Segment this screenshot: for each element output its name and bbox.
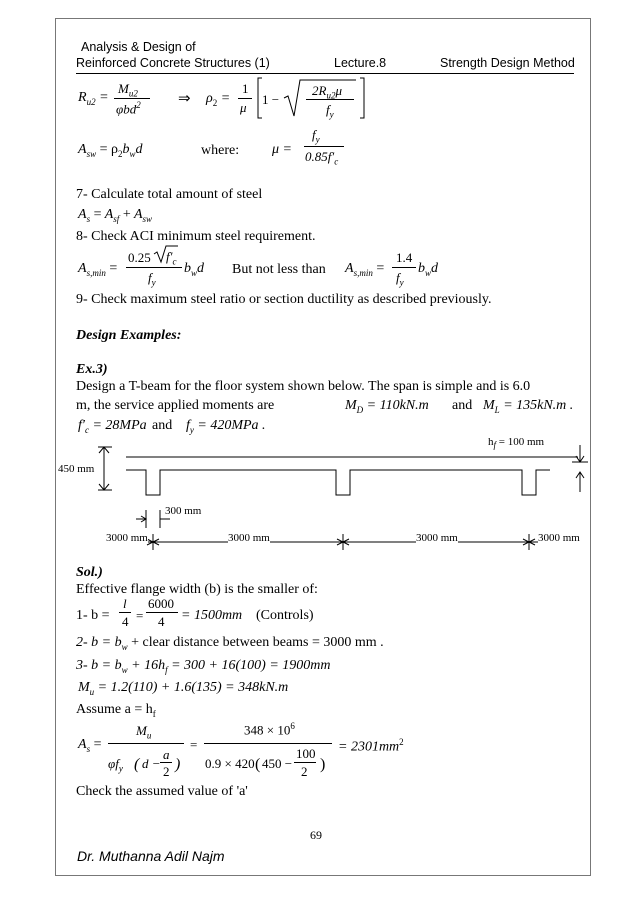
solution-eff-width: Effective flange width (b) is the smaller of: bbox=[76, 582, 318, 597]
step-9: 9- Check maximum steel ratio or section ductility as described previously. bbox=[76, 292, 492, 307]
example-ml: $M_L = 135kN.m$ . bbox=[483, 398, 574, 415]
example-line2: m, the service applied moments are bbox=[76, 398, 275, 413]
example-and1: and bbox=[452, 398, 473, 413]
solution-label: Sol.) bbox=[76, 565, 103, 580]
header-course-line1: Analysis & Design of bbox=[81, 40, 196, 54]
diagram-web-label: 300 mm bbox=[165, 505, 202, 517]
diagram-span-4: 3000 mm bbox=[538, 532, 580, 544]
criterion-2: 2- $b = b_w$ + clear distance between beams = 3000 mm . bbox=[76, 635, 384, 652]
example-and2: and bbox=[152, 418, 173, 433]
step-7-equation: $A_s = A_{sf} + A_{sw}$ bbox=[78, 207, 153, 224]
example-md: $M_D = 110kN.m$ bbox=[345, 398, 429, 415]
mu-equation: $M_u = 1.2(110) + 1.6(135) = 348kN.m$ bbox=[78, 680, 289, 697]
author-footer: Dr. Muthanna Adil Najm bbox=[77, 848, 225, 864]
example-fc: $f'_c = 28MPa$ bbox=[78, 418, 147, 435]
design-examples-heading: Design Examples: bbox=[76, 328, 182, 343]
example-fy: $f_y = 420MPa$ . bbox=[186, 418, 266, 435]
diagram-depth-label: 450 mm bbox=[58, 463, 95, 475]
assume-a: Assume $a = h_f$ bbox=[76, 702, 156, 719]
diagram-span-3: 3000 mm bbox=[416, 532, 458, 544]
header-course-line2: Reinforced Concrete Structures (1) bbox=[76, 56, 270, 70]
diagram-hf-label: $h_f = 100$ mm bbox=[488, 436, 545, 451]
check-assumed-a: Check the assumed value of 'a' bbox=[76, 784, 248, 799]
page-number: 69 bbox=[310, 828, 322, 842]
criterion-3: 3- $b = b_w + 16h_f = 300 + 16(100) = 1900mm$ bbox=[76, 658, 331, 675]
example-label: Ex.3) bbox=[76, 362, 108, 377]
step-8: 8- Check ACI minimum steel requirement. bbox=[76, 229, 316, 244]
step-7: 7- Calculate total amount of steel bbox=[76, 187, 263, 202]
header-method: Strength Design Method bbox=[440, 56, 575, 70]
diagram-span-1: 3000 mm bbox=[106, 532, 148, 544]
header-lecture: Lecture.8 bbox=[334, 56, 387, 70]
example-line1: Design a T-beam for the floor system shown below. The span is simple and is 6.0 bbox=[76, 379, 531, 394]
diagram-span-2: 3000 mm bbox=[228, 532, 270, 544]
